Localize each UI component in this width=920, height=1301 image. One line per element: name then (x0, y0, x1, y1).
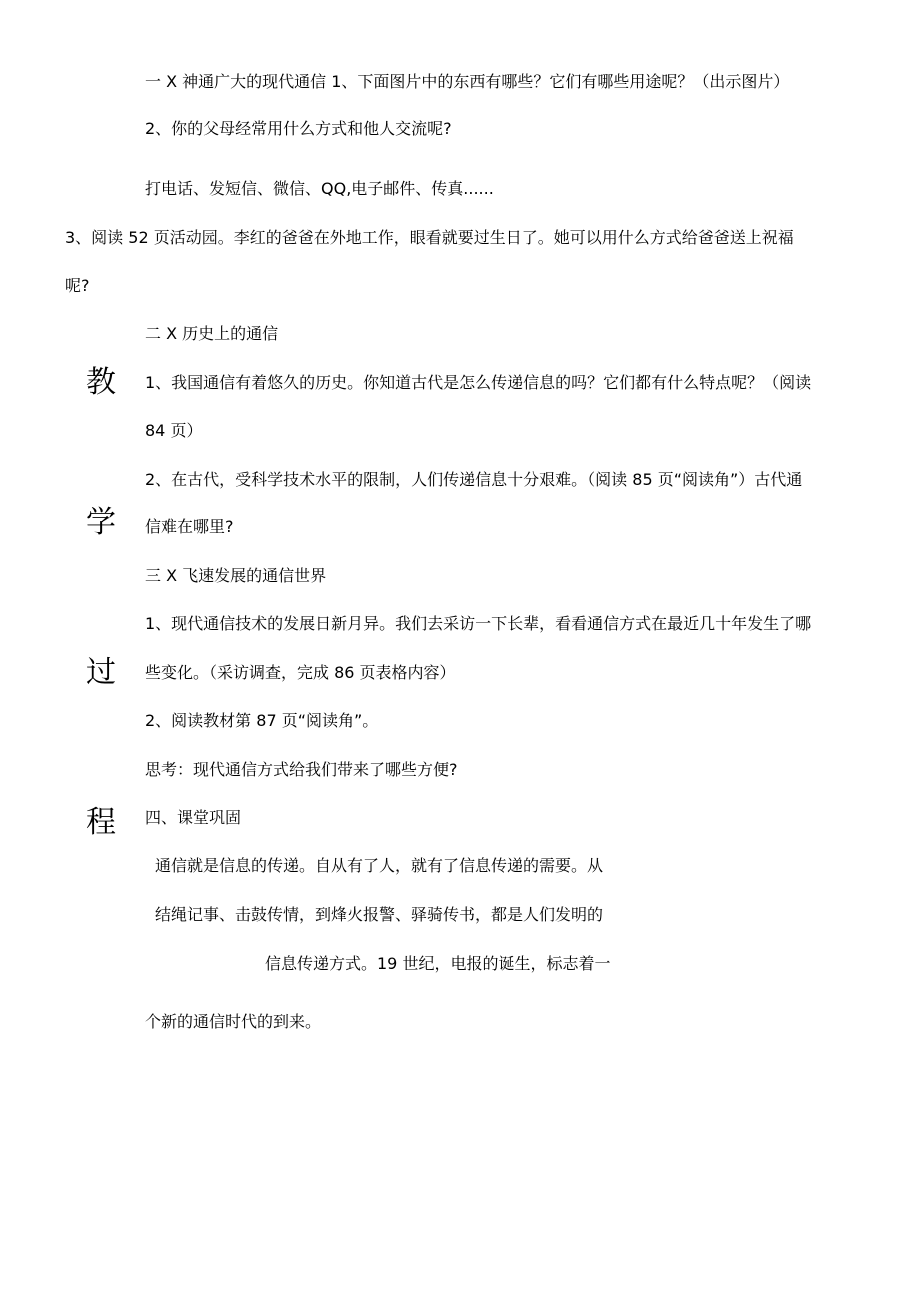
side-label-char-3: 过 (86, 655, 116, 690)
section4-paragraph-line4: 个新的通信时代的到来。 (145, 1012, 322, 1031)
section1-answer: 打电话、发短信、微信、QQ,电子邮件、传真...... (145, 179, 494, 198)
section3-question-1-line2: 些变化。（采访调查，完成 86 页表格内容） (145, 663, 456, 682)
section1-question-3-line1: 3、阅读 52 页活动园。李红的爸爸在外地工作，眼看就要过生日了。她可以用什么方式给爸爸送上祝福 (65, 228, 794, 247)
section4-paragraph-line1: 通信就是信息的传递。自从有了人，就有了信息传递的需要。从 (155, 856, 604, 875)
section2-question-1-line2: 84 页） (145, 421, 203, 440)
section3-question-2: 2、阅读教材第 87 页“阅读角”。 (145, 711, 379, 730)
section4-heading: 四、课堂巩固 (145, 808, 242, 827)
side-label-char-2: 学 (86, 505, 116, 540)
section4-paragraph-line2: 结绳记事、击鼓传情，到烽火报警、驿骑传书，都是人们发明的 (155, 905, 604, 924)
side-label-char-4: 程 (86, 805, 116, 840)
section2-question-2-line1: 2、在古代，受科学技术水平的限制，人们传递信息十分艰难。（阅读 85 页“阅读角”）古代通 (145, 470, 803, 489)
section3-heading: 三 X 飞速发展的通信世界 (145, 566, 327, 585)
section3-question-1-line1: 1、现代通信技术的发展日新月异。我们去采访一下长辈，看看通信方式在最近几十年发生了哪 (145, 614, 812, 633)
section1-question-2: 2、你的父母经常用什么方式和他人交流呢? (145, 119, 452, 138)
section1-heading-line: 一 X 神通广大的现代通信 1、下面图片中的东西有哪些？它们有哪些用途呢？（出示图片） (145, 72, 790, 91)
section2-question-1-line1: 1、我国通信有着悠久的历史。你知道古代是怎么传递信息的吗？它们都有什么特点呢？（阅读 (145, 373, 812, 392)
side-label-char-1: 教 (86, 365, 116, 400)
section2-question-2-line2: 信难在哪里? (145, 517, 234, 536)
section1-question-3-line2: 呢? (65, 276, 90, 295)
section4-paragraph-line3: 信息传递方式。19 世纪，电报的诞生，标志着一 (265, 954, 611, 973)
section2-heading: 二 X 历史上的通信 (145, 324, 279, 343)
section3-think: 思考：现代通信方式给我们带来了哪些方便? (145, 760, 458, 779)
